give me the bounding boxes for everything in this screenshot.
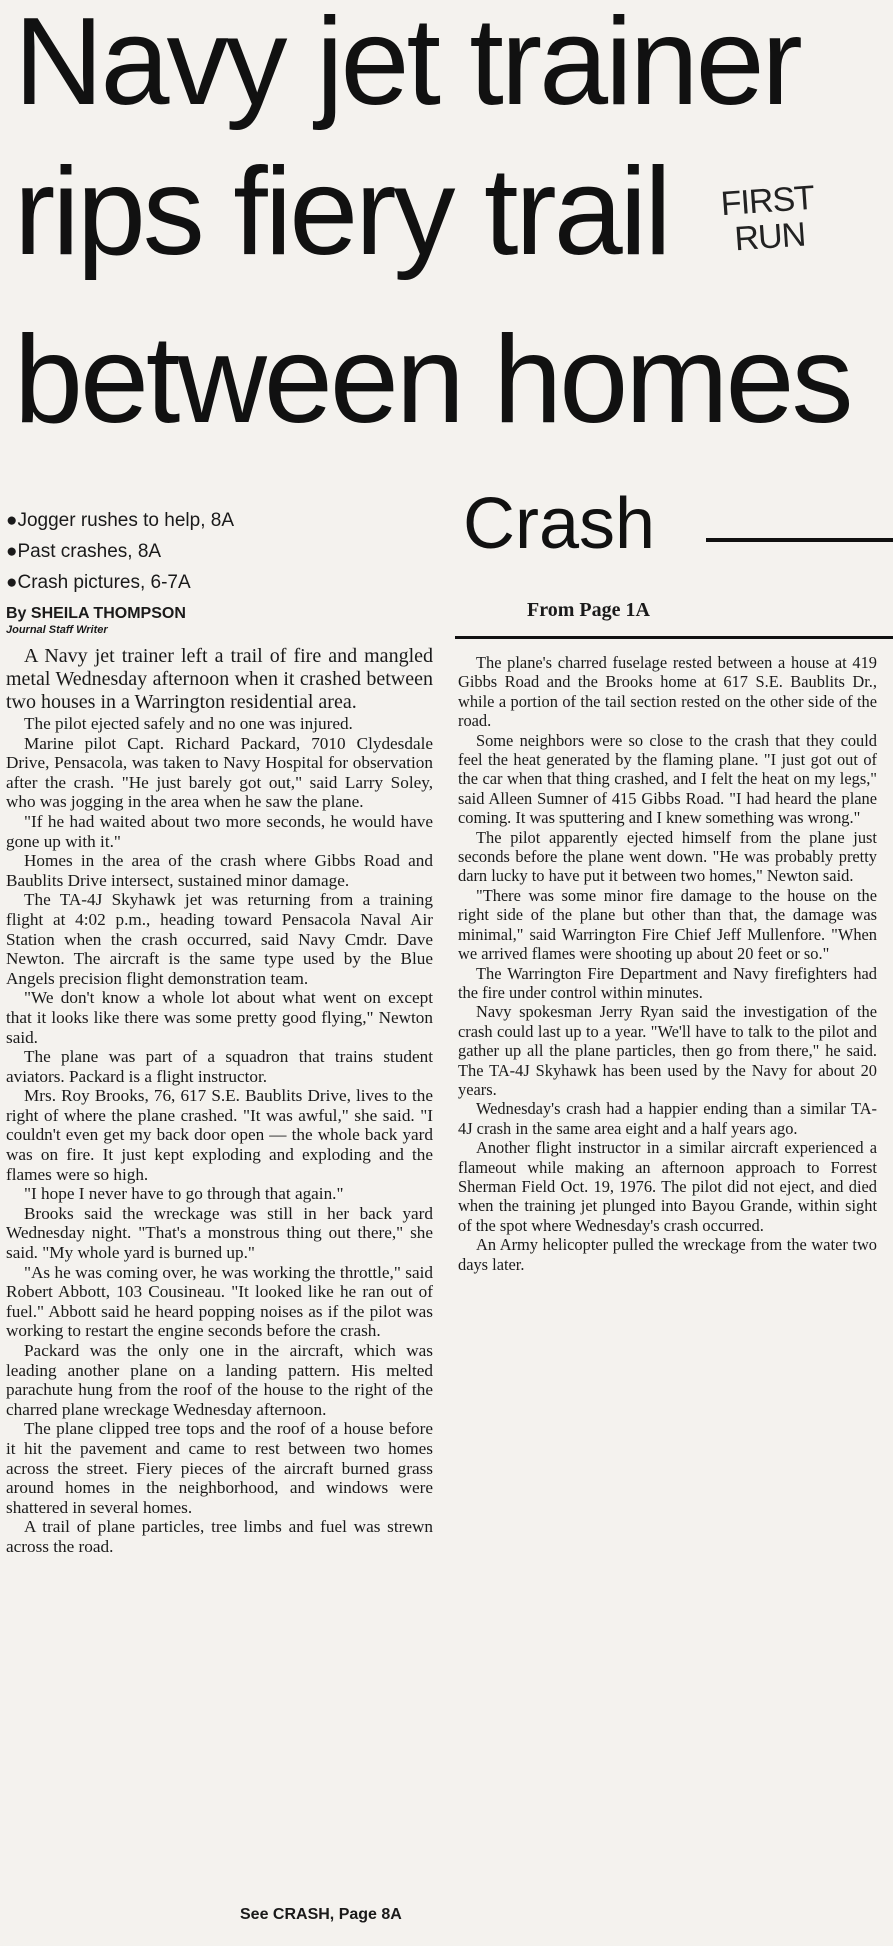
left-article-column bbox=[6, 645, 433, 1557]
article-paragraph: The pilot apparently ejected himself from the plane just seconds before the plane went down. "He was probably pretty darn lucky to have put it between two homes," Newton said. bbox=[458, 827, 877, 886]
byline-name: By SHEILA THOMPSON bbox=[6, 605, 186, 622]
article-paragraph: Mrs. Roy Brooks, 76, 617 S.E. Baublits Drive, lives to the right of where the plane crashed. "It was awful," she said. "I couldn't even get my back door open — the whole back yard was on fire. It just kept exploding and exploding and the flames were so high. bbox=[6, 1086, 433, 1184]
related-story-item: ●Jogger rushes to help, 8A bbox=[6, 510, 234, 531]
article-paragraph: Marine pilot Capt. Richard Packard, 7010 Clydesdale Drive, Pensacola, was taken to Navy Hospital for observation after the crash. "He just barely got out," said Larry Soley, who was jogging in the area when he saw the plane. bbox=[6, 733, 433, 812]
first-run-stamp bbox=[720, 180, 818, 258]
related-stories-list bbox=[6, 505, 446, 598]
right-article-column bbox=[458, 653, 877, 1274]
lead-paragraph: A Navy jet trainer left a trail of fire and mangled metal Wednesday afternoon when it crashed between two houses in a Warrington residential area. bbox=[6, 645, 433, 713]
article-paragraph: An Army helicopter pulled the wreckage from the water two days later. bbox=[458, 1235, 877, 1274]
stamp-line-1: FIRST bbox=[719, 178, 816, 224]
from-page-label: From Page 1A bbox=[527, 599, 650, 621]
article-paragraph: The TA-4J Skyhawk jet was returning from a training flight at 4:02 p.m., heading toward Pensacola Naval Air Station when the crash occurred, said Navy Cmdr. Dave Newton. The aircraft is the same type used by the Blue Angels precision flight demonstration team. bbox=[6, 890, 433, 988]
stamp-line-2: RUN bbox=[733, 215, 807, 259]
article-paragraph: Another flight instructor in a similar aircraft experienced a flameout while making an afternoon approach to Forrest Sherman Field Oct. 19, 1976. The pilot did not eject, and died when the training jet plunged into Bayou Grande, within sight of the spot where Wednesday's crash occurred. bbox=[458, 1138, 877, 1235]
article-paragraph: "If he had waited about two more seconds, he would have gone up with it." bbox=[6, 811, 433, 851]
headline-line-3: between homes bbox=[14, 311, 851, 449]
article-paragraph: Some neighbors were so close to the crash that they could feel the heat generated by the flaming plane. "I just got out of the car when that thing crashed, and I felt the heat on my legs," said Alleen Sumner of 415 Gibbs Road. "I had heard the plane coming. It was sputtering and I knew something was wrong." bbox=[458, 730, 877, 828]
article-paragraph: Wednesday's crash had a happier ending than a similar TA-4J crash in the same area eight and a half years ago. bbox=[458, 1099, 877, 1138]
article-paragraph: The plane clipped tree tops and the roof of a house before it hit the pavement and came to rest between two homes across the street. Fiery pieces of the aircraft burned grass around homes in the neighborhood, and windows were shattered in several homes. bbox=[6, 1419, 433, 1517]
jump-heading-rule bbox=[706, 538, 893, 542]
article-paragraph: The plane was part of a squadron that trains student aviators. Packard is a flight instructor. bbox=[6, 1047, 433, 1086]
article-paragraph: Brooks said the wreckage was still in her back yard Wednesday night. "That's a monstrous thing out there," she said. "My whole yard is burned up." bbox=[6, 1203, 433, 1263]
article-paragraph: The plane's charred fuselage rested between a house at 419 Gibbs Road and the Brooks home at 617 S.E. Baublits Dr., while a portion of the tail section rested on the other side of the road. bbox=[458, 653, 877, 731]
jump-heading: Crash bbox=[463, 484, 656, 564]
headline-line-2: rips fiery trail bbox=[14, 143, 669, 281]
article-paragraph: The pilot ejected safely and no one was injured. bbox=[24, 714, 353, 733]
article-paragraph: "As he was coming over, he was working the throttle," said Robert Abbott, 103 Cousineau. "It looked like he ran out of fuel." Abbott said he heard popping noises as if the pilot was working to restart the engine seconds before the crash. bbox=[6, 1262, 433, 1341]
continued-jump-line: See CRASH, Page 8A bbox=[240, 1906, 402, 1923]
article-paragraph: "We don't know a whole lot about what went on except that it looks like there was some pretty good flying," Newton said. bbox=[6, 988, 433, 1047]
byline-title: Journal Staff Writer bbox=[6, 624, 108, 636]
article-paragraph: Homes in the area of the crash where Gibbs Road and Baublits Drive intersect, sustained minor damage. bbox=[6, 851, 433, 890]
article-paragraph: "I hope I never have to go through that again." bbox=[24, 1184, 344, 1204]
related-story-item: ●Crash pictures, 6-7A bbox=[6, 572, 191, 593]
article-paragraph: "There was some minor fire damage to the house on the right side of the plane but other than that, the damage was minimal," said Warrington Fire Chief Jeff Mullenfore. "When we arrived flames were shooting up about 20 feet or so." bbox=[458, 885, 877, 964]
article-paragraph: A trail of plane particles, tree limbs and fuel was strewn across the road. bbox=[6, 1517, 433, 1556]
article-paragraph: The Warrington Fire Department and Navy firefighters had the fire under control within minutes. bbox=[458, 963, 877, 1002]
headline-line-1: Navy jet trainer bbox=[14, 0, 800, 131]
article-paragraph: Navy spokesman Jerry Ryan said the investigation of the crash could last up to a year. "We'll have to talk to the pilot and gather up all the plane particles, then go from there," he said. The TA-4J Skyhawk has been used by the Navy for about 20 years. bbox=[458, 1002, 877, 1099]
related-story-item: ●Past crashes, 8A bbox=[6, 541, 162, 562]
byline bbox=[6, 605, 446, 637]
column-divider-rule bbox=[455, 636, 893, 639]
article-paragraph: Packard was the only one in the aircraft, which was leading another plane on a landing pattern. His melted parachute hung from the roof of the house to the right of the charred plane wreckage Wednesday afternoon. bbox=[6, 1341, 433, 1419]
